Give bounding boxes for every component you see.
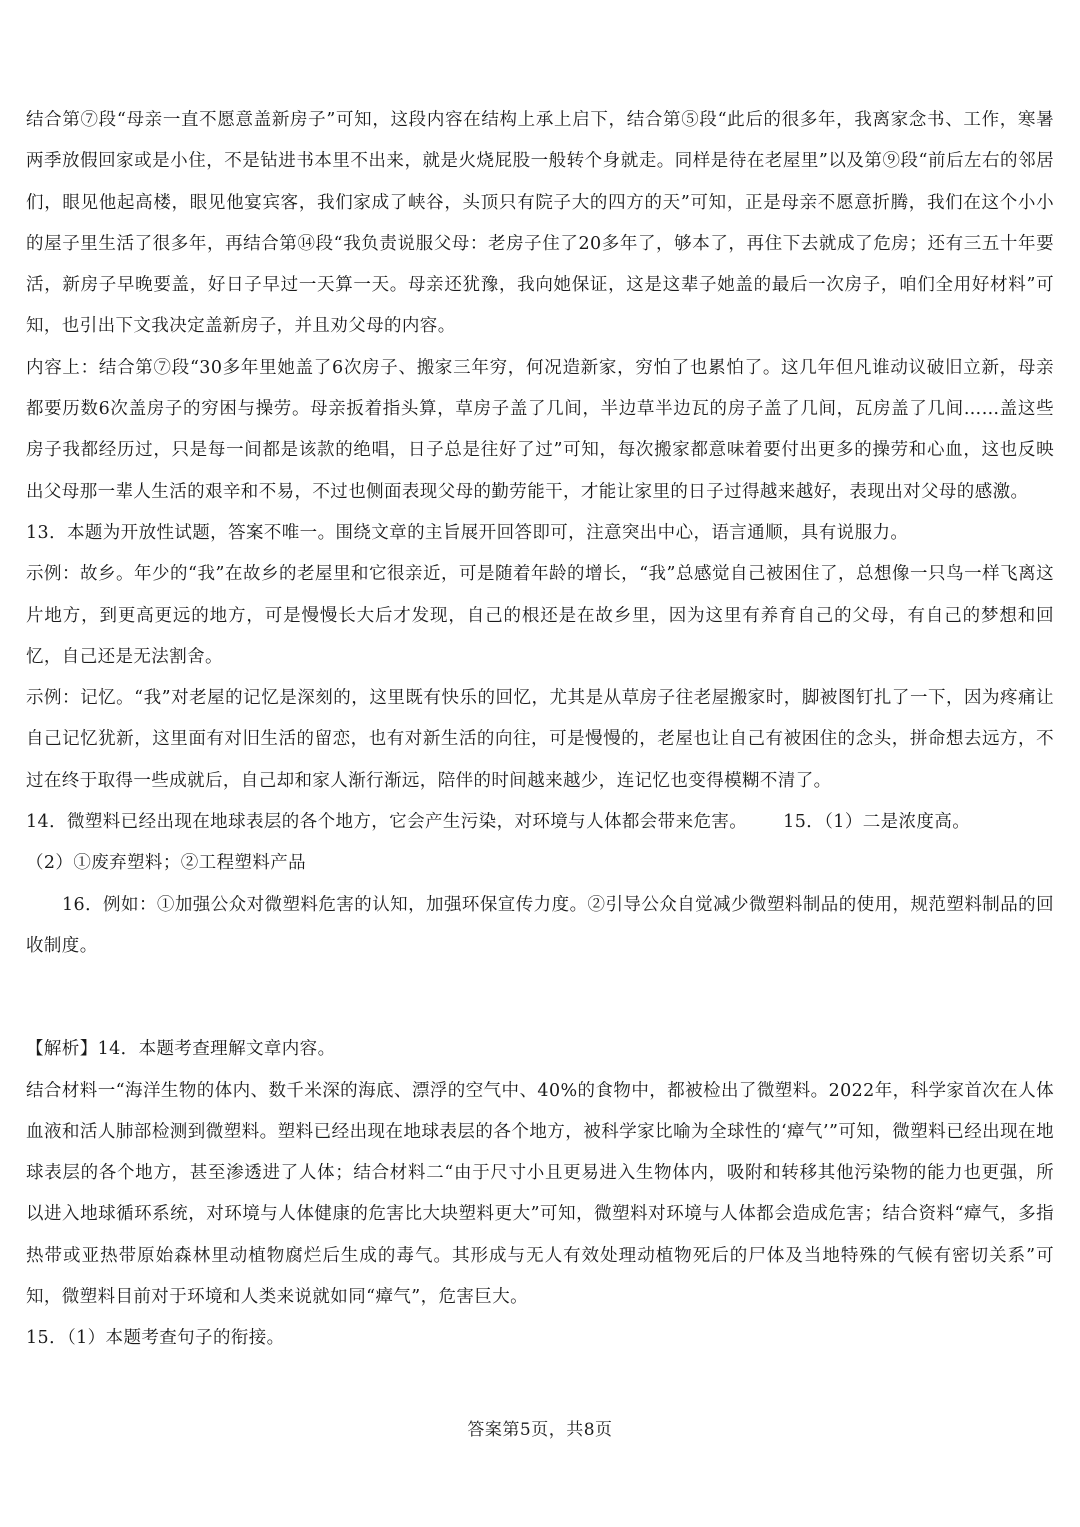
paragraph-structure: 结合第⑦段“母亲一直不愿意盖新房子”可知，这段内容在结构上承上启下，结合第⑤段“此后的很多年，我离家念书、工作，寒暑两季放假回家或是小住，不是钻进书本里不出来，就是火烧屁股一般转个身就走。同样是待在老屋里”以及第⑨段“前后左右的邻居们，眼见他起高楼，眼见他宴宾客，我们家成了峡谷，头顶只有院子大的四方的天”可知，正是母亲不愿意折腾，我们在这个小小的屋子里生活了很多年，再结合第⑭段“我负责说服父母：老房子住了20多年了，够本了，再住下去就成了危房；还有三五十年要活，新房子早晚要盖，好日子早过一天算一天。母亲还犹豫，我向她保证，这是这辈子她盖的最后一次房子，咱们全用好材料”可知，也引出下文我决定盖新房子，并且劝父母的内容。 [26,110,1054,337]
answer-16: 16．例如：①加强公众对微塑料危害的认知，加强环保宣传力度。②引导公众自觉减少微塑料制品的使用，规范塑料制品的回收制度。 [26,894,1054,956]
answer-14-15 [26,802,1054,843]
answer-14: 14．微塑料已经出现在地球表层的各个地方，它会产生污染，对环境与人体都会带来危害。 [26,812,748,833]
paragraph-content: 内容上：结合第⑦段“30多年里她盖了6次房子、搬家三年穷，何况造新家，穷怕了也累怕了。这几年但凡谁动议破旧立新，母亲都要历数6次盖房子的穷困与操劳。母亲扳着指头算，草房子盖了几间，半边草半边瓦的房子盖了几间，瓦房盖了几间……盖这些房子我都经历过，只是每一间都是该款的绝唱，日子总是往好了过”可知，每次搬家都意味着要付出更多的操劳和心血，这也反映出父母那一辈人生活的艰辛和不易，不过也侧面表现父母的勤劳能干，才能让家里的日子过得越来越好，表现出对父母的感激。 [26,357,1054,502]
answer-15-1: 15．（1）二是浓度高。 [783,812,971,833]
example-hometown: 示例：故乡。年少的“我”在故乡的老屋里和它很亲近，可是随着年龄的增长，“我”总感觉自己被困住了，总想像一只鸟一样飞离这片地方，到更高更远的地方，可是慢慢长大后才发现，自己的根还是在故乡里，因为这里有养育自己的父母，有自己的梦想和回忆，自己还是无法割舍。 [26,564,1054,667]
analysis-body: 结合材料一“海洋生物的体内、数千米深的海底、漂浮的空气中、40%的食物中，都被检出了微塑料。2022年，科学家首次在人体血液和活人肺部检测到微塑料。塑料已经出现在地球表层的各个地方，被科学家比喻为全球性的‘瘴气’”可知，微塑料已经出现在地球表层的各个地方，甚至渗透进了人体；结合材料二“由于尺寸小且更易进入生物体内，吸附和转移其他污染物的能力也更强，所以进入地球循环系统，对环境与人体健康的危害比大块塑料更大”可知，微塑料对环境与人体都会造成危害；结合资料“瘴气，多指热带或亚热带原始森林里动植物腐烂后生成的毒气。其形成与无人有效处理动植物死后的尸体及当地特殊的气候有密切关系”可知，微塑料目前对于环境和人类来说就如同“瘴气”，危害巨大。 [26,1080,1054,1308]
section-gap [26,967,1054,1029]
analysis-header: 【解析】14．本题考查理解文章内容。 [26,1039,336,1060]
analysis-15: 15．（1）本题考查句子的衔接。 [26,1328,285,1349]
answer-13: 13．本题为开放性试题，答案不唯一。围绕文章的主旨展开回答即可，注意突出中心，语言通顺，具有说服力。 [26,522,909,543]
page-footer: 答案第5页，共8页 [467,1420,613,1440]
example-memory: 示例：记忆。“我”对老屋的记忆是深刻的，这里既有快乐的回忆，尤其是从草房子往老屋搬家时，脚被图钉扎了一下，因为疼痛让自己记忆犹新，这里面有对旧生活的留恋，也有对新生活的向往，可是慢慢的，老屋也让自己有被困住的念头，拼命想去远方，不过在终于取得一些成就后，自己却和家人渐行渐远，陪伴的时间越来越少，连记忆也变得模糊不清了。 [26,688,1054,791]
answer-15-2: （2）①废弃塑料；②工程塑料产品 [26,853,307,874]
